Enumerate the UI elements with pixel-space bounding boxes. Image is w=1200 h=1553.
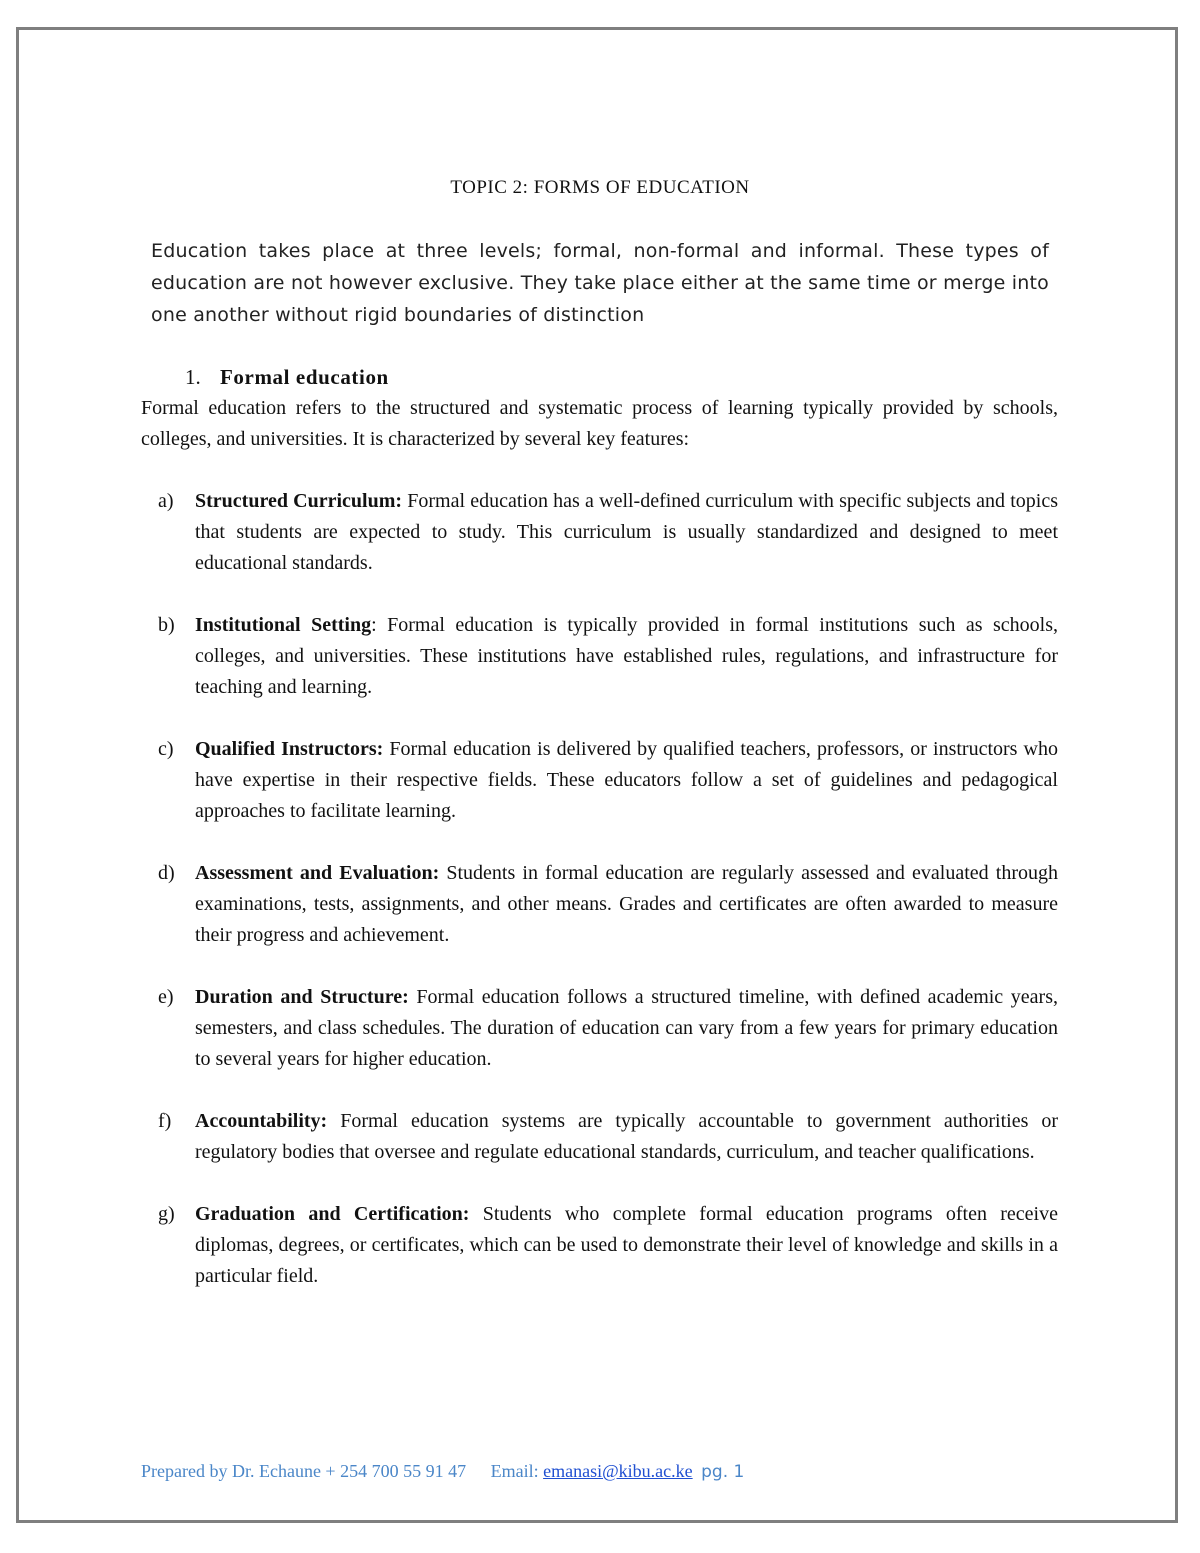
feature-duration-structure <box>158 982 1058 1075</box>
feature-text: Formal education is delivered by qualified teachers, professors, or instructors who have expertise in their respective fields. These educators follow a set of guidelines and pedagogical approaches to facilitate learning. <box>195 738 1058 822</box>
feature-text: : Formal education is typically provided in formal institutions such as schools, colleges, and universities. These institutions have established rules, regulations, and infrastructure for teaching and learning. <box>195 614 1058 698</box>
feature-qualified-instructors <box>158 734 1058 827</box>
feature-text: Formal education follows a structured timeline, with defined academic years, semesters, and class schedules. The duration of education can vary from a few years for primary education to several years for higher education. <box>195 986 1058 1070</box>
feature-letter: a) <box>158 490 174 512</box>
feature-text: Students who complete formal education programs often receive diplomas, degrees, or certificates, which can be used to demonstrate their level of knowledge and skills in a particular field. <box>195 1203 1058 1287</box>
feature-term: Institutional Setting <box>195 614 372 636</box>
feature-text: Formal education systems are typically accountable to government authorities or regulatory bodies that oversee and regulate educational standards, curriculum, and teacher qualifications. <box>195 1110 1058 1163</box>
page-footer <box>141 1458 744 1485</box>
feature-structured-curriculum <box>158 486 1058 579</box>
feature-institutional-setting <box>158 610 1058 703</box>
section-description: Formal education refers to the structured and systematic process of learning typically provided by schools, colleges, and universities. It is characterized by several key features: <box>141 397 1058 450</box>
intro-paragraph: Education takes place at three levels; formal, non-formal and informal. These types of education are not however exclusive. They take place either at the same time or merge into one another without rigid boundaries of distinction <box>151 240 1049 326</box>
section-heading-label: Formal education <box>220 365 389 389</box>
feature-term: Graduation and Certification: <box>195 1203 470 1225</box>
feature-letter: b) <box>158 614 175 636</box>
feature-graduation-certification <box>158 1199 1058 1292</box>
features-list <box>158 486 1058 1323</box>
feature-term: Structured Curriculum: <box>195 490 403 512</box>
footer-page-number: pg. 1 <box>701 1462 745 1482</box>
footer-email-link[interactable]: emanasi@kibu.ac.ke <box>543 1461 693 1481</box>
feature-term: Qualified Instructors: <box>195 738 384 760</box>
document-title: TOPIC 2: FORMS OF EDUCATION <box>450 177 750 198</box>
feature-assessment-evaluation <box>158 858 1058 951</box>
feature-letter: e) <box>158 986 174 1008</box>
feature-letter: f) <box>158 1110 172 1132</box>
feature-letter: g) <box>158 1203 175 1225</box>
footer-email-label: Email: <box>490 1461 539 1481</box>
feature-letter: d) <box>158 862 175 884</box>
section-number: 1. <box>185 365 201 389</box>
feature-term: Accountability: <box>195 1110 328 1132</box>
feature-text: Students in formal education are regularly assessed and evaluated through examinations, tests, assignments, and other means. Grades and certificates are often awarded to measure their progress and achievement. <box>195 862 1058 946</box>
feature-term: Assessment and Evaluation: <box>195 862 440 884</box>
feature-accountability <box>158 1106 1058 1168</box>
feature-text: Formal education has a well-defined curriculum with specific subjects and topics that students are expected to study. This curriculum is usually standardized and designed to meet educational standards. <box>195 490 1058 574</box>
footer-prepared-by: Prepared by Dr. Echaune + 254 700 55 91 47 <box>141 1461 467 1481</box>
feature-letter: c) <box>158 738 174 760</box>
feature-term: Duration and Structure: <box>195 986 409 1008</box>
section-heading <box>185 362 389 392</box>
